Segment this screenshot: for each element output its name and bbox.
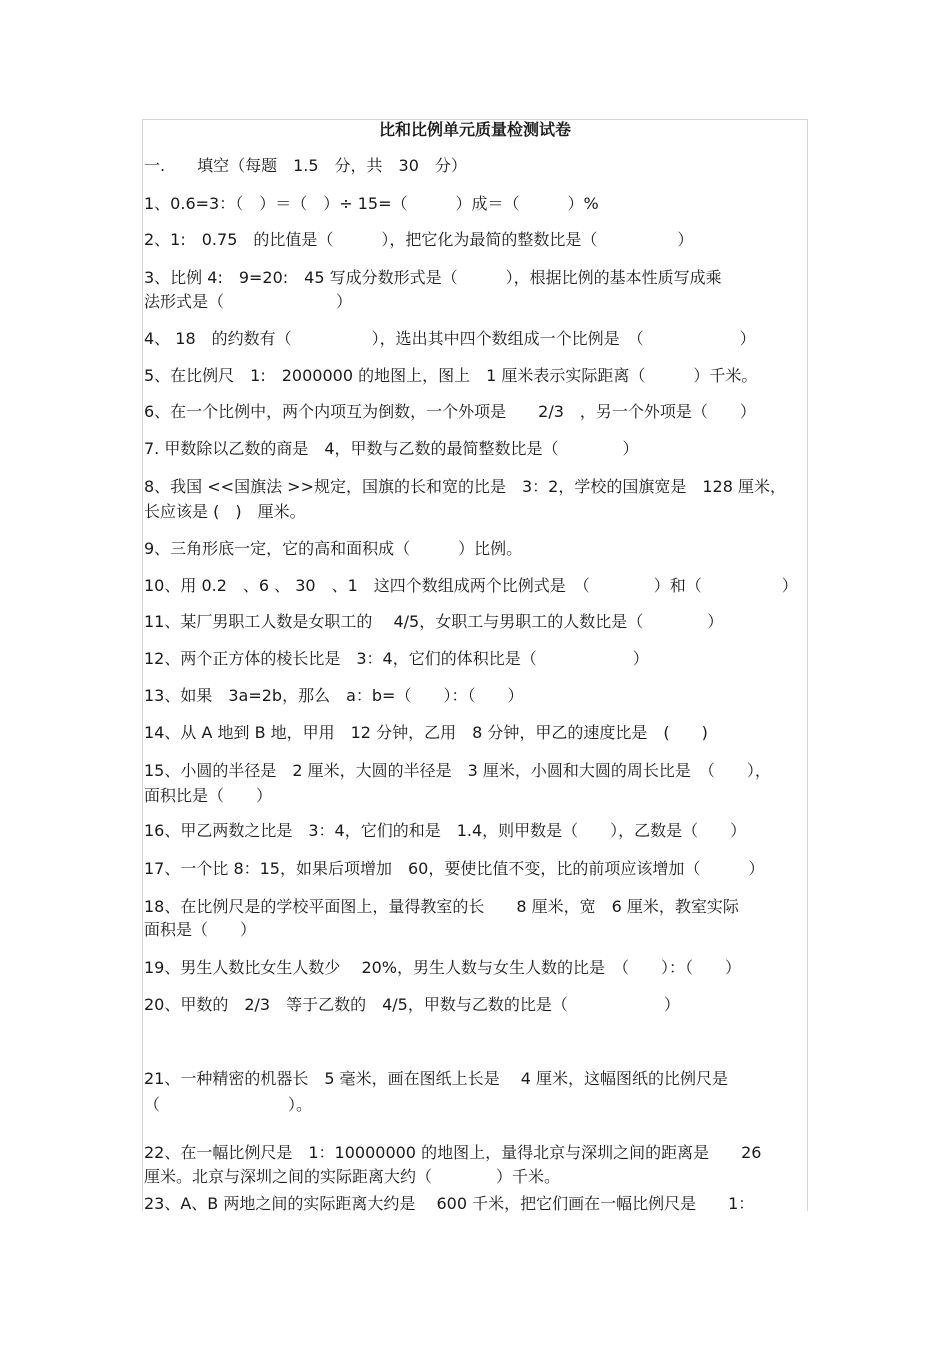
question-13: 13、如果 3a=2b，那么 a：b=（ ）：（ ） xyxy=(144,686,524,705)
question-1: 1、0.6=3：（ ）＝（ ）÷ 15=（ ）成＝（ ）% xyxy=(144,194,599,213)
question-4: 4、 18 的约数有（ ），选出其中四个数组成一个比例是 （ ） xyxy=(144,329,756,348)
question-11: 11、某厂男职工人数是女职工的 4/5，女职工与男职工的人数比是（ ） xyxy=(144,612,724,631)
question-18-cont: 面积是（ ） xyxy=(144,920,257,939)
question-20: 20、甲数的 2/3 等于乙数的 4/5，甲数与乙数的比是（ ） xyxy=(144,995,680,1014)
question-3-cont: 法形式是（ ） xyxy=(144,292,353,311)
page-border-right xyxy=(807,119,808,1211)
question-16: 16、甲乙两数之比是 3：4，它们的和是 1.4，则甲数是（ ），乙数是（ ） xyxy=(144,821,747,840)
question-18: 18、在比例尺是的学校平面图上，量得教室的长 8 厘米，宽 6 厘米，教室实际 xyxy=(144,897,739,916)
question-14: 14、从 A 地到 B 地，甲用 12 分钟，乙用 8 分钟，甲乙的速度比是 ( ) xyxy=(144,723,708,742)
question-6: 6、在一个比例中，两个内项互为倒数，一个外项是 2/3 ，另一个外项是（ ） xyxy=(144,402,756,421)
section-heading: 一. 填空（每题 1.5 分，共 30 分） xyxy=(144,156,467,175)
question-12: 12、两个正方体的棱长比是 3：4，它们的体积比是（ ） xyxy=(144,649,649,668)
question-22: 22、在一幅比例尺是 1：10000000 的地图上，量得北京与深圳之间的距离是 26 xyxy=(144,1143,762,1162)
question-2: 2、1: 0.75 的比值是（ ），把它化为最简的整数比是（ ） xyxy=(144,230,694,249)
question-5: 5、在比例尺 1: 2000000 的地图上，图上 1 厘米表示实际距离（ ）千米。 xyxy=(144,366,758,385)
question-19: 19、男生人数比女生人数少 20%，男生人数与女生人数的比是 （ ）：（ ） xyxy=(144,958,742,977)
question-7: 7. 甲数除以乙数的商是 4，甲数与乙数的最简整数比是（ ） xyxy=(144,439,639,458)
question-3: 3、比例 4: 9=20: 45 写成分数形式是（ ），根据比例的基本性质写成乘 xyxy=(144,268,722,287)
question-21-cont: （ ）。 xyxy=(144,1095,313,1114)
question-21: 21、一种精密的机器长 5 毫米，画在图纸上长是 4 厘米，这幅图纸的比例尺是 xyxy=(144,1069,728,1088)
question-15-cont: 面积比是（ ） xyxy=(144,786,273,805)
question-10: 10、用 0.2 、6 、 30 、1 这四个数组成两个比例式是 （ ）和（ ） xyxy=(144,576,798,595)
question-9: 9、三角形底一定，它的高和面积成（ ）比例。 xyxy=(144,539,523,558)
question-8-cont: 长应该是 ( ) 厘米。 xyxy=(144,502,306,521)
page-border-left xyxy=(142,119,143,1211)
document-title: 比和比例单元质量检测试卷 xyxy=(378,120,571,139)
question-17: 17、一个比 8：15，如果后项增加 60，要使比值不变，比的前项应该增加（ ） xyxy=(144,859,765,878)
question-8: 8、我国 <<国旗法 >>规定，国旗的长和宽的比是 3：2，学校的国旗宽是 128 厘米， xyxy=(144,477,786,496)
question-15: 15、小圆的半径是 2 厘米，大圆的半径是 3 厘米，小圆和大圆的周长比是 （ ）， xyxy=(144,761,771,780)
question-22-cont: 厘米。北京与深圳之间的实际距离大约（ ）千米。 xyxy=(144,1167,561,1186)
question-23: 23、A、B 两地之间的实际距离大约是 600 千米，把它们画在一幅比例尺是 1： xyxy=(144,1194,755,1213)
